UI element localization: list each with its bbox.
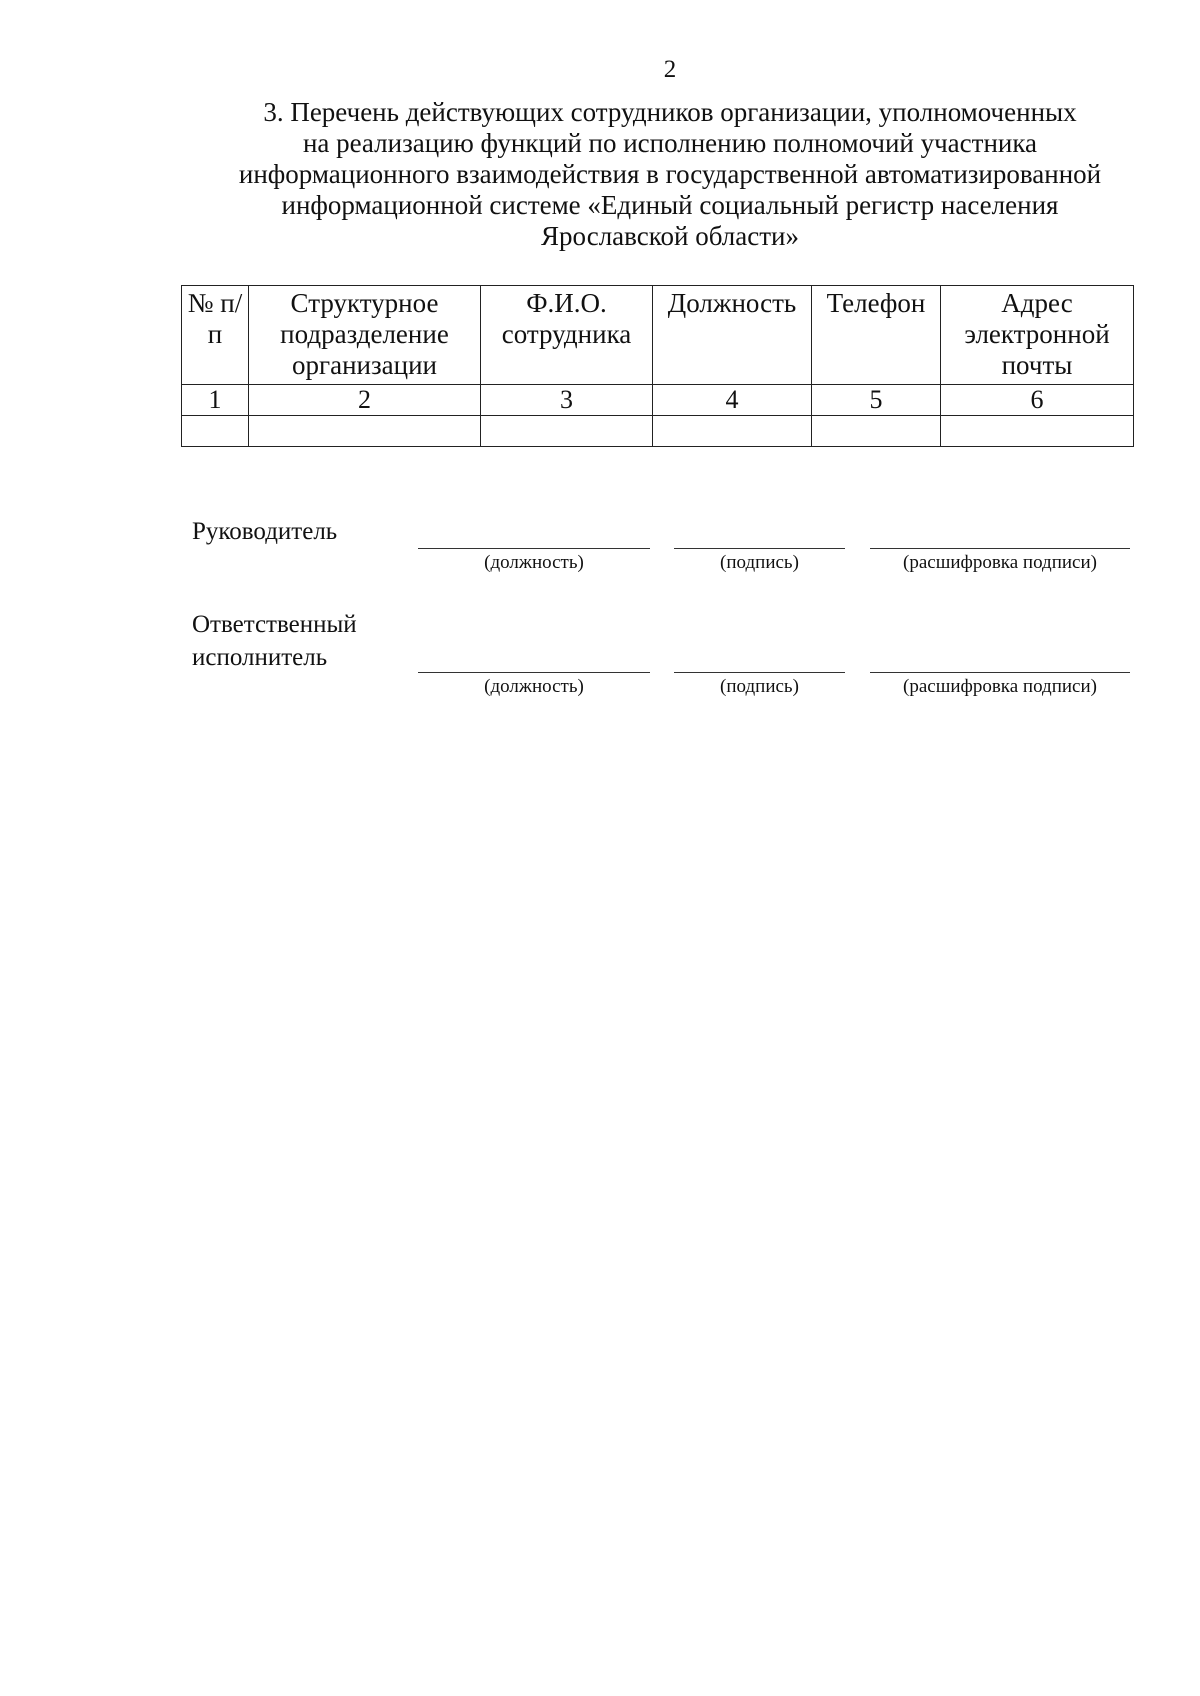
head-label: Руководитель xyxy=(192,518,338,545)
column-number: 4 xyxy=(653,385,812,416)
heading-line-2: на реализацию функций по исполнению полномочий участника xyxy=(302,128,1038,158)
responsible-signature-caption: (подпись) xyxy=(720,676,799,697)
header-department: Структурное подразделение организации xyxy=(249,286,481,385)
header-full-name: Ф.И.О. сотрудника xyxy=(481,286,653,385)
column-number: 3 xyxy=(481,385,653,416)
head-signature-caption: (подпись) xyxy=(720,552,799,573)
header-email: Адрес электронной почты xyxy=(941,286,1134,385)
column-number-row xyxy=(182,385,1134,416)
head-position-caption: (должность) xyxy=(484,552,584,573)
head-position-line xyxy=(418,548,650,549)
table-cell-empty xyxy=(249,416,481,447)
table-row xyxy=(182,416,1134,447)
responsible-label-line-1: Ответственный xyxy=(192,611,357,638)
heading-line-4: информационной системе «Единый социальный регистр населения xyxy=(281,190,1059,220)
page-number: 2 xyxy=(663,56,677,83)
responsible-label-line-2: исполнитель xyxy=(192,644,328,671)
header-position: Должность xyxy=(653,286,812,385)
responsible-position-caption: (должность) xyxy=(484,676,584,697)
table-header-row xyxy=(182,286,1134,385)
responsible-label xyxy=(192,608,357,674)
table-cell-empty xyxy=(182,416,249,447)
section-heading xyxy=(200,97,1140,252)
column-number: 1 xyxy=(182,385,249,416)
head-signature-line xyxy=(674,548,845,549)
heading-line-1: 3. Перечень действующих сотрудников организации, уполномоченных xyxy=(263,97,1077,127)
responsible-decoding-line xyxy=(870,672,1130,673)
staff-table xyxy=(181,285,1134,447)
heading-line-5: Ярославской области» xyxy=(541,221,799,251)
table-cell-empty xyxy=(653,416,812,447)
header-number: № п/п xyxy=(182,286,249,385)
responsible-decoding-caption: (расшифровка подписи) xyxy=(903,676,1097,697)
table-cell-empty xyxy=(481,416,653,447)
table-cell-empty xyxy=(812,416,941,447)
heading-line-3: информационного взаимодействия в государственной автоматизированной xyxy=(238,159,1102,189)
responsible-signature-line xyxy=(674,672,845,673)
column-number: 6 xyxy=(941,385,1134,416)
column-number: 2 xyxy=(249,385,481,416)
column-number: 5 xyxy=(812,385,941,416)
header-phone: Телефон xyxy=(812,286,941,385)
head-decoding-caption: (расшифровка подписи) xyxy=(903,552,1097,573)
head-decoding-line xyxy=(870,548,1130,549)
responsible-position-line xyxy=(418,672,650,673)
table-cell-empty xyxy=(941,416,1134,447)
